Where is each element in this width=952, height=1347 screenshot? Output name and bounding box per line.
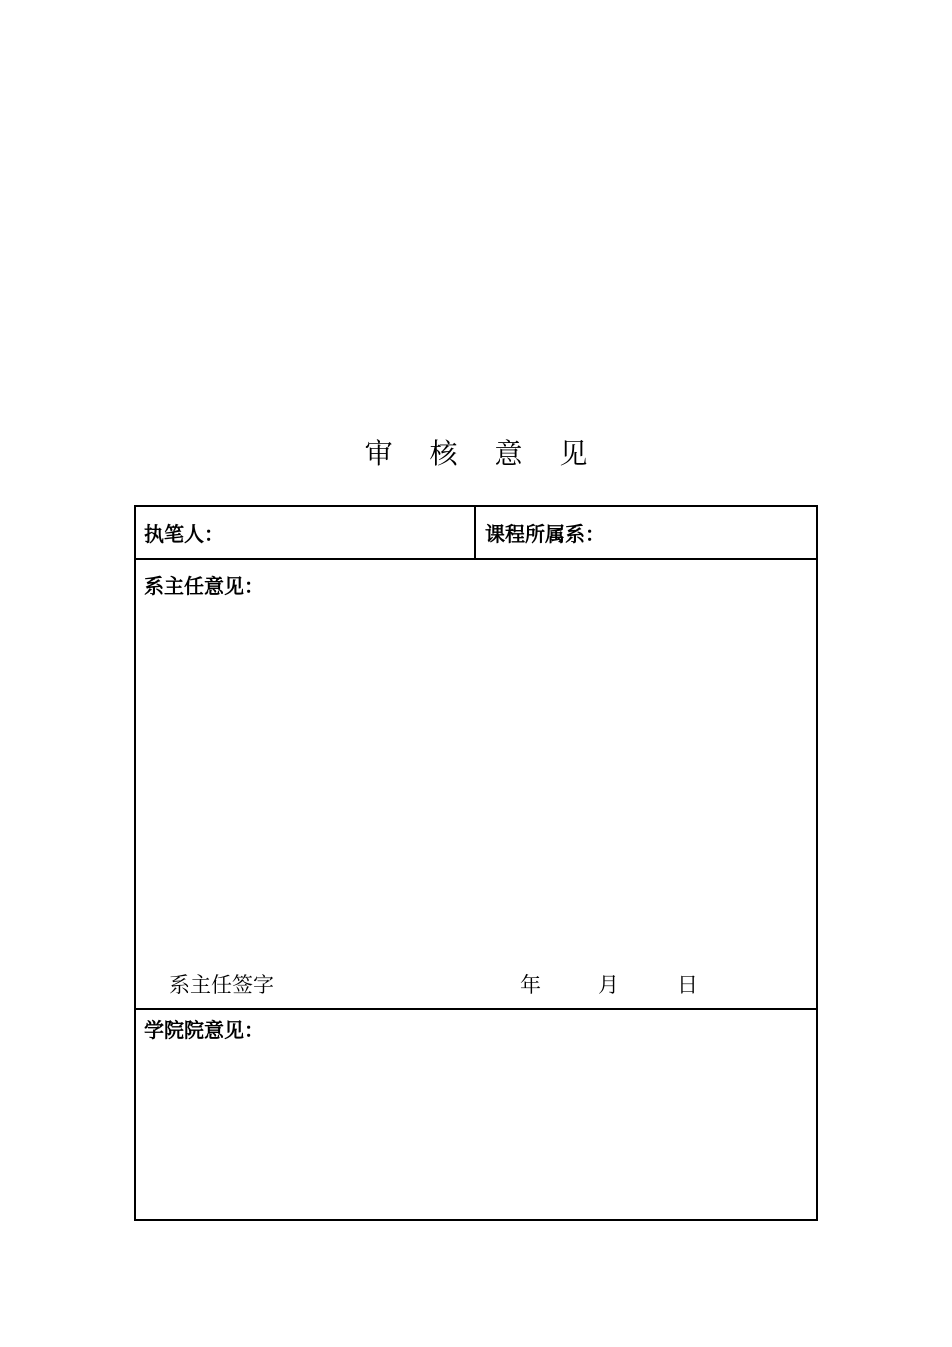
date-year-label: 年 <box>520 973 541 997</box>
writer-label: 执笔人： <box>144 522 224 546</box>
page-title: 审 核 意 见 <box>364 437 602 470</box>
date-month-label: 月 <box>598 973 619 997</box>
dept-head-opinion-cell[interactable] <box>136 560 816 1010</box>
department-cell[interactable] <box>476 507 816 558</box>
college-opinion-label: 学院院意见： <box>144 1018 264 1042</box>
dept-head-opinion-label: 系主任意见： <box>144 574 264 598</box>
review-form-table <box>134 505 818 1221</box>
form-header-row <box>136 507 816 560</box>
department-label: 课程所属系： <box>485 522 605 546</box>
date-day-label: 日 <box>677 973 698 997</box>
college-opinion-cell[interactable] <box>136 1010 816 1219</box>
signature-date-line <box>136 970 816 1000</box>
writer-cell[interactable] <box>136 507 476 558</box>
dept-head-signature-label: 系主任签字 <box>169 973 274 997</box>
